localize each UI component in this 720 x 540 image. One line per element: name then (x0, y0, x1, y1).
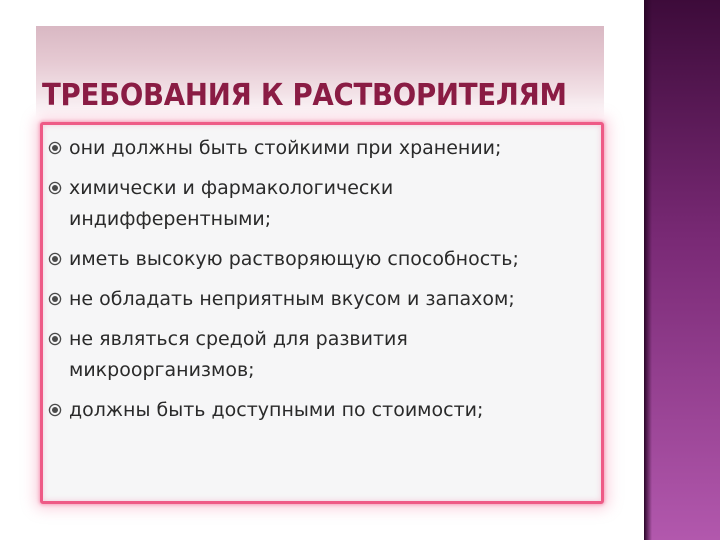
list-item-text: не являться средой для развития микроорганизмов; (69, 328, 408, 381)
list-item-text: они должны быть стойкими при хранении; (69, 137, 502, 159)
slide-title: ТРЕБОВАНИЯ К РАСТВОРИТЕЛЯМ (42, 78, 567, 113)
list-item-text: не обладать неприятным вкусом и запахом; (69, 288, 515, 310)
bullet-list (43, 125, 601, 426)
decorative-side-band (644, 0, 720, 540)
list-item (48, 284, 593, 315)
circle-bullet-icon (48, 181, 62, 195)
list-item (48, 244, 593, 275)
list-item (48, 173, 593, 235)
list-item (48, 324, 593, 386)
list-item-text: химически и фармакологически индифферентными; (69, 177, 394, 230)
circle-bullet-icon (48, 403, 62, 417)
list-item (48, 395, 593, 426)
circle-bullet-icon (48, 292, 62, 306)
circle-bullet-icon (48, 252, 62, 266)
list-item (48, 133, 593, 164)
list-item-text: должны быть доступными по стоимости; (69, 399, 484, 421)
list-item-text: иметь высокую растворяющую способность; (69, 248, 519, 270)
circle-bullet-icon (48, 141, 62, 155)
circle-bullet-icon (48, 332, 62, 346)
content-box (40, 122, 604, 504)
